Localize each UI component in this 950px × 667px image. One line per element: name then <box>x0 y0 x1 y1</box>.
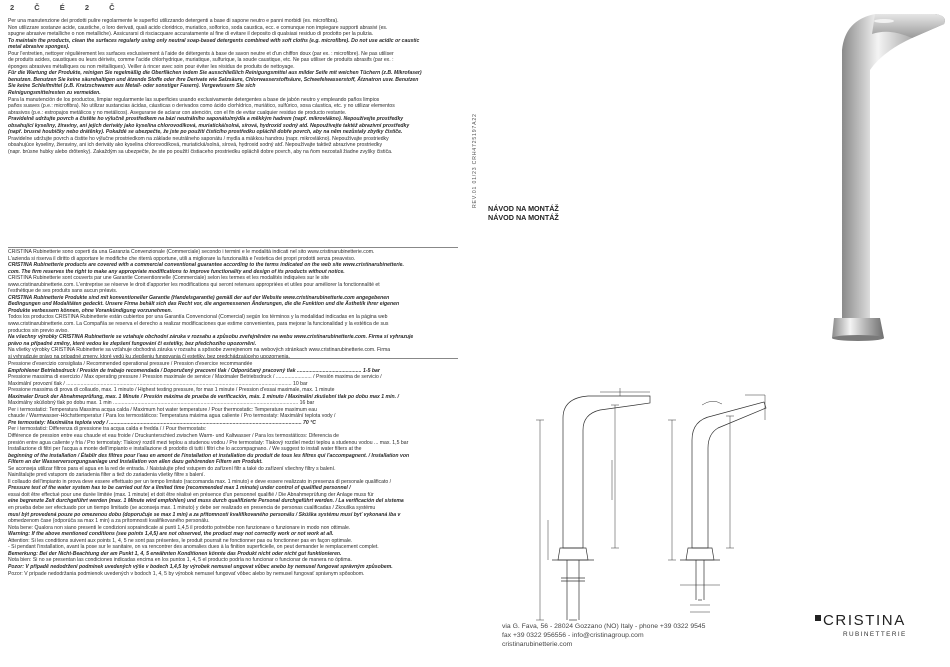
specs-line: Nainštalujte pred vstupom do zariadenia filter a tiež do zariadenia všetky filtre s balení. <box>8 472 205 479</box>
warranty-line: Bedingungen und Modalitäten gedeckt. Unsere Firma behält sich das Recht vor, die angemessenen Änderungen, die die Funktion und die Ästhetik ihrer eigenen <box>8 301 400 308</box>
title-cz: NÁVOD NA MONTÁŽ <box>488 204 559 213</box>
care-line: de produits acides, caustiques ou leurs dérivés, comme l'acide chlorhydrique, muriatique, sulfurique, la soude caustique, etc. Ne pas utiliser de produits abrasifs (par ex. : <box>8 57 394 64</box>
warranty-line: l'esthétique de ses produits sans aucun préavis. <box>8 288 118 295</box>
warranty-line: CRISTINA Rubinetterie sono coperti da una Garanzia Convenzionale (Commerciale) secondo i termini e le modalità indicati nel sito www.cristinarubinetterie.com. <box>8 249 375 255</box>
warranty-line: CRISTINA Rubinetterie Produkte sind mit konventioneller Garantie (Handelsgarantie) gemäß der auf der Website www.cristinarubinetterie.com angegebenen <box>8 294 390 301</box>
revision-code: REV.01 01/23 CRH4725197A22 <box>472 113 478 208</box>
specs-line: eine begrenzte Zeit durchgeführt werden (max. 1 Minute wird empfohlen) und muss durch qualifizierte Personal durchgeführt werden. / La verificación del sistema <box>8 498 404 505</box>
specs-line: Maximálny skúšobný tlak po dobu max. 1 min ................................................................................................................................. 16 bar <box>8 400 315 407</box>
specs-line: Per i termostatici: Temperatura Massima acqua calda / Maximum hot water temperature / Pour thermostatic: Temperature maximum eau <box>8 406 317 413</box>
specs-line: Se aconseja utilizar filtros para el agua en la red de entrada. / Naistalujte před vstupem do zařízení filtr a také do zařízení všechny filtry s balení. <box>8 465 336 472</box>
care-line: Non utilizzare sostanze acide, caustiche, o loro derivati, quali acido cloridrico, muriatico, solforico, soda caustica, ecc. e comunque non impiegare supporti abrasivi (es. <box>8 24 388 31</box>
company-address <box>502 623 705 649</box>
warranty-line: Produkte verbessern können, ohne Vorankündigung vorzunehmen. <box>8 307 173 314</box>
care-line: obsahujúce kyseliny, žieraviny, ani ich deriváty ako kyselina chlorovodíková, muriatická/solná, sírová, hydroxid sodný atď. Nepoužívajte taktiež abrazívne prostriedky <box>8 142 383 149</box>
specs-line: Filtern an der Wasserversorgungsanlage und Installation von allen dazu gehörenden Filtern am Produkt. <box>8 459 263 466</box>
warranty-line: com. The firm reserves the right to make any appropriate modifications to improve functionality and design of its products without notice. <box>8 268 345 275</box>
warranty-line: Na všechny výrobky CRISTINA Rubinetterie se vztahuje obchodní záruka v rozsahu a způsobu zveřejněném na webu www.cristinarubinetterie.com. Firma si vyhrazuje <box>8 334 414 341</box>
warranty-line: Todos los productos CRISTINA Rubinetterie están cubiertos por una Garantía Convencional (Comercial) según los términos y la modalidad indicadas en la página web <box>8 314 388 321</box>
care-line: Sie keine Schleifmittel (z.B. Kratzschwamm aus Metall- oder sonstiger Fasern). Vergewissern Sie sich <box>8 83 256 90</box>
specs-line: obmedzenom čase (odporúča sa max 1 min) a za prítomnosti kvalifikovaného personálu. <box>8 518 210 525</box>
care-line: spugne abrasive metalliche o non metalliche). Assicurarsi di risciacquare accuratamente al fine di evitare il deposito di qualsiasi residuo di prodotto per la pulizia. <box>8 31 374 38</box>
specs-line: beginning of the installation / Établir des filtres pour l'eau en amont de l'installation et installation du produit de tous les filtres qui l'accompagnent. / Installation von <box>8 452 410 459</box>
specs-line: Installazione di filtri per l'acqua a monte dell'impianto e installazione di prodotto di tutti i filtri che lo accompagnano. / We suggest to install water filters at the <box>8 446 362 453</box>
logo-square-icon <box>815 615 821 621</box>
specs-line: Bemerkung: Bei der Nicht-Beachtung der am Punkt 1, 4, 5 erwähnten Konditionen könnte das Produkt nicht oder nicht gut funktionieren. <box>8 550 342 557</box>
warranty-line: Na všetky výrobky CRISTINA Rubinetterie sa vzťahuje obchodná záruka v rozsahu a spôsobe zverejnenom na webových stránkach www.cristinarubinetterie.com. Firma <box>8 347 391 354</box>
specs-line: musí být provedená pouze po omezenou dobu (doporučuje se max 1 min) a za přítomnosti kvalifikovaného personálu / Skúška systému musí byť vykonaná iba v <box>8 511 401 518</box>
specs-line: Maximaler Druck der Abnahmeprüfung, max. 1 Minute / Presión máxima de prueba de verificación, máx. 1 minuto / Maximální zkušební tlak po dobu max 1 min. / <box>8 393 399 400</box>
care-line: benutzen. Benutzen Sie keine säurehaltigen und ätzende Stoffe oder ihre Derivate wie Salzsäure, Chlorwasserstoffsäure, Schwefelwasserstoff, Ätznatron usw. Benutzen <box>8 76 419 83</box>
care-line: Pravidelne udržujte povrch a čistite ho výlučne prostriedkom na základe neutrálneho saponátu / mydla a mäkkou handrou (napr. mikrovlákno). Nepoužívajte prostriedky <box>8 135 389 142</box>
care-line: Para la manutención de los productos, limpiar regularmente las superficies usando exclusivamente detergentes a base de jabón neutro y empleando paños limpios <box>8 96 380 103</box>
care-line: éponges abrasives métalliques ou non métalliques). Veiller à rincer avec soin pour éviter les résidus de produits de nettoyage. <box>8 63 295 70</box>
specs-line: Pressure test of the water system has to be carried out for a limited time (recommended max 1 minute) under control of qualified personnel / <box>8 485 351 492</box>
specs-line: Empfohlener Betriebsdruck / Presión de trabajo recomendada / Doporučený pracovní tlak / Odporúčaný pracovný tlak ............................................. 1-5 bar <box>8 367 380 374</box>
warranty-line: www.cristinarubinetterie.com. L'entreprise se réserve le droit d'apporter les modifications qui seront retenues appropriées et utiles pour améliorer la fonctionnalité et <box>8 281 380 288</box>
care-line: Pour l'entretien, nettoyer régulièrement les surfaces exclusivement à l'aide de détergents à base de savon neutre et d'un chiffon doux (par ex. : microfibre). Ne pas utiliser <box>8 50 394 57</box>
warranty-line: CRISTINA Rubinetterie products are covered with a commercial conventional guarantee according to the terms indicated on the web site www.cristinarubinetterie. <box>8 262 404 269</box>
care-line: paños suaves (p.e.: microfibra). No utilizar sustancias ácidas, cáusticas o derivados como ácido clorhídrico, muriático, sulfúrico, sosa cáustica, etc. y no utilizar elementos <box>8 103 395 110</box>
care-line: Für die Wartung der Produkte, reinigen Sie regelmäßig die Oberflächen indem Sie ausschließlich Reinigungsmittel aus milder Seife mit weichen Tüchern (z.B. Mikrofaser) <box>8 70 422 77</box>
warranty-line: L'azienda si riserva il diritto di apportare le modifiche che riterrà opportune, utili a migliorare la funzionalità e l'estetica dei propri prodotti senza preavviso. <box>8 255 356 262</box>
care-line: abrasivos (p.e.: estropajos metálicos y no metálicos). Asegurarse de aclarar con atención, con el fin de evitar cualquier residuo de producto restante. <box>8 109 347 116</box>
website-link[interactable]: cristinarubinetterie.com <box>502 640 573 648</box>
specs-line: Pressione massima di esercizio / Max operating pressure / Pression maximale de service / Maximaler Betriebsdruck / ......................... / Presión maxima de servicio / <box>8 374 382 381</box>
logo-word: CRISTINA <box>823 612 906 629</box>
specs-line: Différence de pression entre eau chaude et eau froide / Druckunterschied zwischen Warm- und Kaltwasser / Para los termostáticos: Diferencia de <box>8 433 339 440</box>
specs-line: presión entre agua caliente y fría / Pro termostaty: Tlakový rozdíl mezi teplou a studenou vodou / Pre termostaty: Tlakový rozdiel medzi teplou a studenou vodou ... max. 1,5 bar <box>8 439 409 446</box>
specs-line: Pre termostaty: Maximálna teplota vody / ...................................................................................................................................... 70 °C <box>8 419 316 426</box>
care-line: obsahující kyseliny, žíraviny, ani jejich deriváty jako kyselina chlorovodíková, muriatická/solná, sírová, hydroxid sodný atd. Nepoužívejte taktéž abrazivní prostředky <box>8 122 410 129</box>
specs-line: Per i termostatici: Differenza di pressione tra acqua calda e fredda / / Pour thermostats: <box>8 426 207 433</box>
specs-line: Pressione d'esercizio consigliata / Recommended operational pressure / Pression d'exercice recommandée <box>8 361 253 367</box>
specs-line: - Si pendant l'installation, avant la pose sur le sanitaire, on va rencontrer des anomalies dues à la finition superficielle, on peut demander le remplacement complet. <box>8 544 379 551</box>
logo-subtitle: RUBINETTERIE <box>843 631 907 638</box>
specs-line: Maximální provozní tlak / ............................................................................................................................................................. 10 bar <box>8 380 308 387</box>
specs-line: chaude / Warmwasser-Höchsttemperatur / Para los termostáticos: Temperatura máxima agua caliente / Pro termostaty: Maximální teplota vody / <box>8 413 336 420</box>
care-line: (např. brusné houbičky nebo drátěnky). Pokaždé se ubezpečte, že jste po použití čisticího prostředku opláchli dobře povrch, aby na něm nezůstaly zbytky čističe. <box>8 129 403 136</box>
warranty-line: právo na případné změny, které vedou ke zlepšení fungování či estetiky, bez předchozího upozornění. <box>8 340 257 347</box>
care-line: (napr. brúsne hubky alebo drôtenky). Zakaždým sa ubezpečte, že ste po použití čistiaceho prostriedku opláchli dobre povrch, aby na ňom nezostali žiadne zvyšky čističa. <box>8 148 393 155</box>
warranty-line: www.cristinarubinetterie.com. La Compañía se reserva el derecho a realizar modificaciones que estime convenientes, para mejorar la funcionalidad y la estética de sus <box>8 321 389 328</box>
specs-line: Nota bien: Si no se presentan las condiciones indicadas encima en los puntos 1, 4, 5 el producto podría no funcionar o funcionar de manera no óptima. <box>8 557 352 564</box>
product-photo <box>832 14 945 341</box>
specs-line: en prueba debe ser efectuado por un tiempo limitado (se aconseja max. 1 minuto) y debe ser realizado en presencia de personas cualificadas / Zkouška systému <box>8 505 376 512</box>
care-line: metal abrasive sponges). <box>8 44 70 51</box>
specs-line: Il collaudo dell'impianto in prova deve essere effettuato per un tempo limitato (raccomanda max. 1 minuto) e deve essere realizzato in presenza di personale qualificato / <box>8 478 392 485</box>
specs-line: Pozor: V prípade nedodržania podmienok uvedených v bodoch 1, 4, 5 by výrobok nemusel fungovať vôbec alebo by nemusel fungovať správnym spôsobom. <box>8 570 365 577</box>
care-line: To maintain the products, clean the surfaces regularly using only neutral soap-based detergents combined with soft cloths (e.g. microfibre). Do not use acidic or caustic <box>8 37 420 44</box>
warranty-line: si vyhradzuje právo na prípadné zmeny, ktoré vedú ku zlepšeniu fungovania či estetiky, bez predchádzajúceho upozornenia. <box>8 353 290 360</box>
specs-line: Warning: If the above mentioned conditions (see points 1,4,5) are not observed, the product may not correctly work or not work at all. <box>8 531 334 538</box>
specs-line: Pozor: V případě nedodržení podmínek uvedených výše v bodech 1,4,5 by výrobek nemusel ungovat vůbec anebo by nemusel fungovat správným způsobem. <box>8 563 393 570</box>
specs-line: Nota bene: Qualora non siano presenti le condizioni sopraindicate ai punti 1,4,5 il prodotto potrebbe non funzionare o funzionare in modo non ottimale. <box>8 524 351 531</box>
warranty-line: productos sin previo aviso. <box>8 327 69 334</box>
care-line: Reinigungsmittelresten zu vermeiden. <box>8 90 101 97</box>
address-line: via G. Fava, 56 - 28024 Gozzano (NO) Italy - phone +39 0322 9545 <box>502 623 706 630</box>
technical-drawing <box>536 388 766 620</box>
care-line: Per una manutenzione dei prodotti pulire regolarmente le superfici utilizzando detergenti a base di sapone neutro e panni morbidi (es. microfibra). <box>8 18 339 24</box>
care-line: Pravidelně udržujte povrch a čistěte ho výlučně prostředkem na bázi neutrálního saponátu/mýdla a měkkým hadrem (např. mikrovlákno). Nepoužívejte prostředky <box>8 116 404 123</box>
specs-line: Pressione massima di prova di collaudo, max. 1 minuto / Highest testing pressure, for max 1 minute / Pression d'essai maximale, max. 1 minute <box>8 387 335 394</box>
specs-line: Attention: Si les conditions suivent aux points 1, 4, 5 ne sont pas présentes, le produit pourrait ne fonctionner pas ou fonctionner pas en façon optimale. <box>8 537 353 544</box>
specs-line: essai doit être effectué pour une durée limitée (max. 1 minute) et doit être réalisé en présence d'un personnel qualifié / Die Abnahmeprüfung der Anlage muss für <box>8 491 374 498</box>
title-sk: NÁVOD NA MONTÁŽ <box>488 213 559 222</box>
contact-line: fax +39 0322 956556 - info@cristinagroup.com <box>502 631 644 639</box>
warranty-line: CRISTINA Rubinetterie sont couverts par une Garantie Conventionnelle (Commerciale) selon les termes et les modalités indiquées sur le site <box>8 275 329 282</box>
header-symbols: 2 Č É 2 Č <box>10 3 124 12</box>
